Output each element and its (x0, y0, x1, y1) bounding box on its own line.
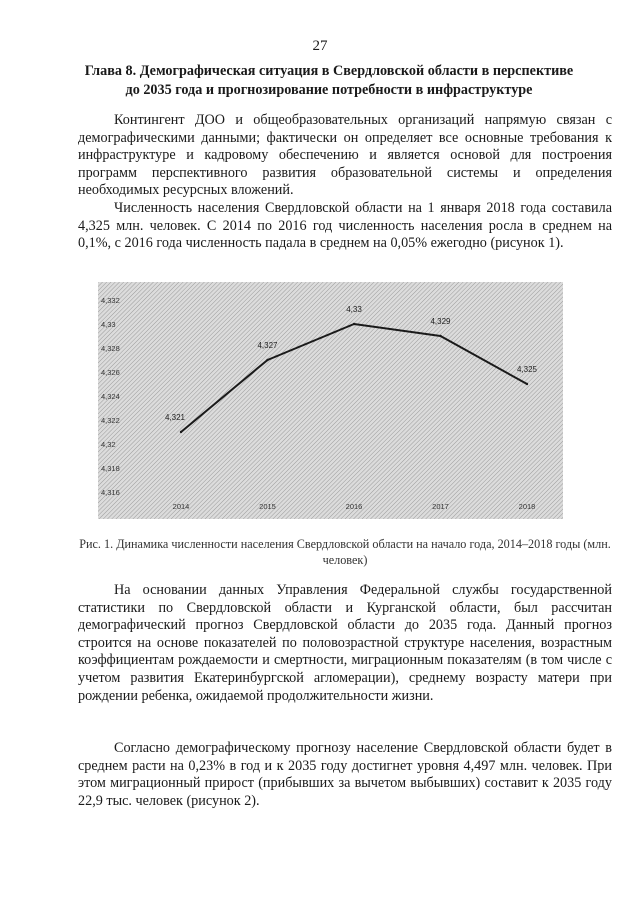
figure-caption: Рис. 1. Динамика численности населения Свердловской области на начало года, 2014–2018 годы (млн. человек) (79, 537, 611, 567)
population-chart (98, 282, 563, 519)
x-tick-label: 2016 (345, 502, 363, 511)
data-point (439, 335, 441, 337)
paragraph-4: Согласно демографическому прогнозу население Свердловской области будет в среднем расти на 0,23% в год и к 2035 году достигнет уровня 4,497 млн. человек. При этом миграционный прирост (прибывших за вычетом выбывших) составит к 2035 году 22,9 тыс. человек (рисунок 2). (78, 740, 612, 809)
y-tick-label: 4,318 (101, 464, 120, 473)
x-tick-label: 2015 (259, 502, 276, 511)
y-tick-label: 4,32 (101, 440, 116, 449)
y-tick-label: 4,316 (101, 488, 120, 497)
data-label: 4,329 (430, 317, 451, 326)
data-point (353, 323, 355, 325)
data-label: 4,325 (516, 365, 538, 374)
data-point (266, 359, 268, 361)
chapter-heading: Глава 8. Демографическая ситуация в Свердловской области в перспективе до 2035 года и прогнозирование потребности в инфраструктуре (84, 63, 574, 98)
data-point (180, 431, 182, 433)
y-tick-label: 4,328 (101, 344, 120, 353)
x-tick-label: 2017 (432, 502, 449, 511)
y-tick-label: 4,326 (101, 368, 120, 377)
y-tick-label: 4,33 (101, 320, 116, 329)
data-label: 4,321 (164, 413, 186, 422)
y-tick-label: 4,322 (101, 416, 120, 425)
chart-background (98, 282, 563, 519)
data-label: 4,33 (346, 305, 362, 314)
paragraph-2: Численность населения Свердловской области на 1 января 2018 года составила 4,325 млн. человек. С 2014 по 2016 год численность населения росла в среднем на 0,1%, с 2016 года численность падала в среднем на 0,05% ежегодно (рисунок 1). (78, 200, 612, 252)
data-label: 4,327 (257, 341, 278, 350)
chart-svg (98, 282, 563, 519)
data-point (526, 383, 528, 385)
paragraph-1: Контингент ДОО и общеобразовательных организаций напрямую связан с демографическими данными; фактически он определяет все основные требования к инфраструктуре и кадровому обеспечению и является основой для построения программ перспективного развития образовательной системы и определения необходимых ресурсных вложений. (78, 112, 612, 199)
page-number: 27 (312, 38, 328, 54)
x-tick-label: 2018 (518, 502, 536, 511)
y-tick-label: 4,324 (101, 392, 120, 401)
paragraph-3: На основании данных Управления Федеральной службы государственной статистики по Свердловской области и Курганской области, был рассчитан демографический прогноз Свердловской области до 2035 года. Данный прогноз строится на основе показателей по половозрастной структуре населения, возрастным коэффициентам рождаемости и смертности, миграционным показателям (в том числе с учетом развития Екатеринбургской агломерации), среднему возрасту матери при рождении ребенка, ожидаемой продолжительности жизни. (78, 582, 612, 704)
y-tick-label: 4,332 (101, 296, 120, 305)
x-tick-label: 2014 (172, 502, 190, 511)
